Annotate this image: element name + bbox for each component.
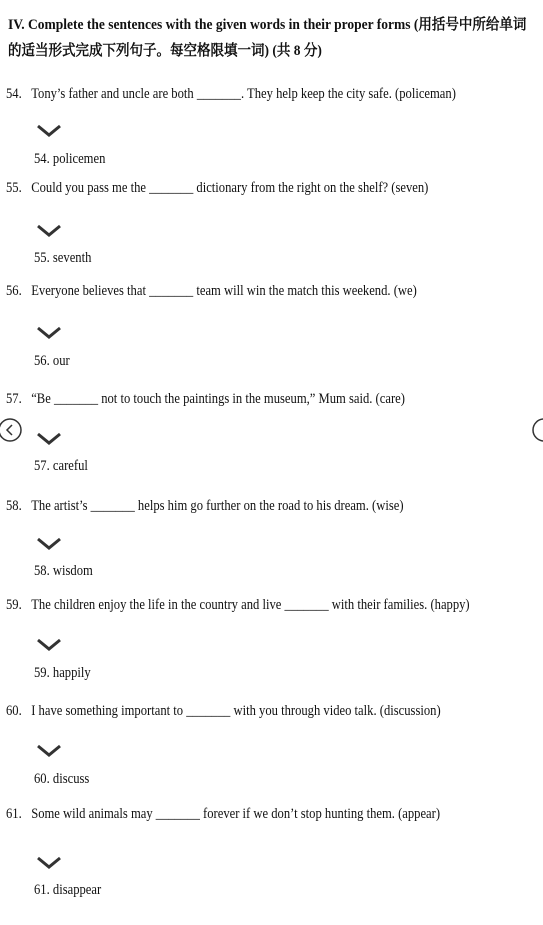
question-number: 59. — [6, 597, 22, 613]
question-number: 56. — [6, 283, 22, 299]
answer-57: 57. careful — [34, 458, 88, 474]
chevron-down-icon[interactable] — [36, 326, 62, 340]
section-heading — [8, 12, 527, 64]
question-text: The children enjoy the life in the country and live _______ with their families. (happy) — [31, 597, 470, 613]
question-57 — [6, 391, 405, 408]
answer-55: 55. seventh — [34, 250, 92, 266]
question-number: 58. — [6, 498, 22, 514]
question-text: “Be _______ not to touch the paintings in the museum,” Mum said. (care) — [31, 391, 405, 407]
question-text: Tony’s father and uncle are both _______. They help keep the city safe. (policeman) — [31, 86, 456, 102]
answer-59: 59. happily — [34, 665, 91, 681]
answer-56: 56. our — [34, 353, 70, 369]
chevron-down-icon[interactable] — [36, 124, 62, 138]
chevron-down-icon[interactable] — [36, 856, 62, 870]
heading-line-2: 的适当形式完成下列句子。每空格限填一词) (共 8 分) — [8, 43, 322, 59]
chevron-right-icon[interactable] — [532, 417, 543, 443]
question-text: I have something important to _______ with you through video talk. (discussion) — [31, 703, 441, 719]
question-number: 57. — [6, 391, 22, 407]
question-text: Everyone believes that _______ team will win the match this weekend. (we) — [31, 283, 417, 299]
chevron-left-icon[interactable] — [0, 417, 24, 443]
answer-60: 60. discuss — [34, 771, 90, 787]
question-56 — [6, 283, 417, 300]
question-60 — [6, 703, 441, 720]
question-text: The artist’s _______ helps him go further on the road to his dream. (wise) — [31, 498, 404, 514]
question-58 — [6, 498, 404, 515]
question-text: Some wild animals may _______ forever if we don’t stop hunting them. (appear) — [31, 806, 441, 822]
question-text: Could you pass me the _______ dictionary from the right on the shelf? (seven) — [31, 180, 429, 196]
question-55 — [6, 180, 428, 197]
answer-54: 54. policemen — [34, 151, 106, 167]
question-number: 60. — [6, 703, 22, 719]
chevron-down-icon[interactable] — [36, 638, 62, 652]
question-number: 55. — [6, 180, 22, 196]
answer-58: 58. wisdom — [34, 563, 93, 579]
question-61 — [6, 806, 440, 823]
chevron-down-icon[interactable] — [36, 224, 62, 238]
question-54 — [6, 86, 456, 103]
chevron-down-icon[interactable] — [36, 537, 62, 551]
question-59 — [6, 597, 470, 614]
question-number: 54. — [6, 86, 22, 102]
question-number: 61. — [6, 806, 22, 822]
heading-line-1: IV. Complete the sentences with the given words in their proper forms (用括号中所给单词 — [8, 17, 527, 33]
chevron-down-icon[interactable] — [36, 432, 62, 446]
chevron-down-icon[interactable] — [36, 744, 62, 758]
answer-61: 61. disappear — [34, 882, 102, 898]
